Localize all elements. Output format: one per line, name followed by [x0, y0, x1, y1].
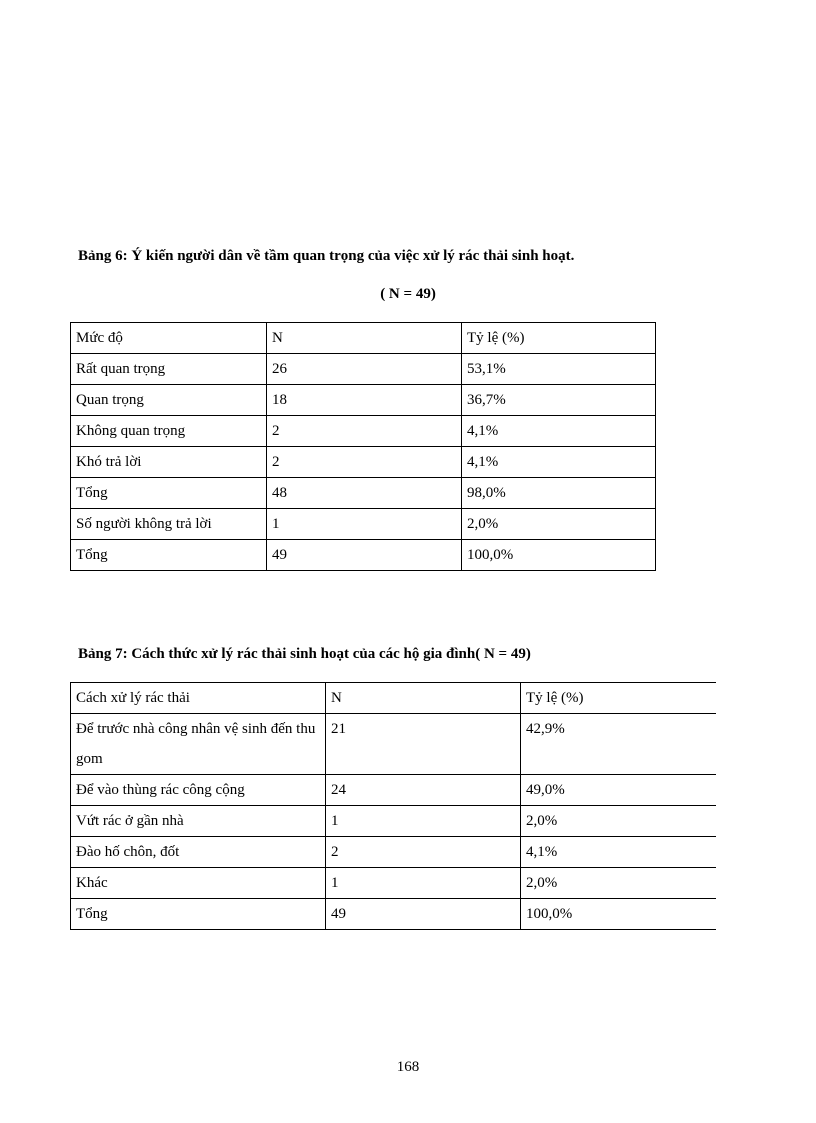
- table-cell: 1: [267, 509, 462, 540]
- table-cell: Tổng: [71, 540, 267, 571]
- table-cell: 48: [267, 478, 462, 509]
- table-row: [71, 775, 716, 806]
- table-row: [71, 868, 716, 899]
- table7: [70, 682, 716, 930]
- table-cell: 24: [326, 775, 521, 806]
- table-cell: 2,0%: [462, 509, 656, 540]
- table-row: [71, 837, 716, 868]
- table-cell: 49,0%: [521, 775, 716, 806]
- table-cell: 36,7%: [462, 385, 656, 416]
- table-row: [71, 416, 656, 447]
- table-cell: Khác: [71, 868, 326, 899]
- table-cell: 1: [326, 868, 521, 899]
- table-cell: 4,1%: [462, 447, 656, 478]
- table-cell: 4,1%: [462, 416, 656, 447]
- table7-caption: Bảng 7: Cách thức xử lý rác thải sinh hoạt của các hộ gia đình( N = 49): [78, 646, 531, 662]
- table-cell: 98,0%: [462, 478, 656, 509]
- table-cell: Số người không trả lời: [71, 509, 267, 540]
- table-row: [71, 899, 716, 930]
- table6-sample-size: ( N = 49): [380, 286, 436, 302]
- table-cell: Đào hố chôn, đốt: [71, 837, 326, 868]
- table-cell: 53,1%: [462, 354, 656, 385]
- table-cell: 100,0%: [521, 899, 716, 930]
- table6-body: [71, 323, 656, 571]
- table-cell: 42,9%: [521, 714, 716, 775]
- table6: [70, 322, 656, 571]
- table-cell: 2: [267, 416, 462, 447]
- header-cell: N: [326, 683, 521, 714]
- table-cell: 49: [326, 899, 521, 930]
- table-cell: Không quan trọng: [71, 416, 267, 447]
- table-cell: 2,0%: [521, 806, 716, 837]
- table-cell: 100,0%: [462, 540, 656, 571]
- table-cell: Tổng: [71, 478, 267, 509]
- header-cell: Mức độ: [71, 323, 267, 354]
- table-cell: Khó trả lời: [71, 447, 267, 478]
- table-cell: 1: [326, 806, 521, 837]
- table-row: [71, 540, 656, 571]
- table-cell: Rất quan trọng: [71, 354, 267, 385]
- table6-caption-label: Bảng 6: [78, 248, 123, 264]
- header-cell: Cách xử lý rác thải: [71, 683, 326, 714]
- table-cell: 2,0%: [521, 868, 716, 899]
- table-cell: 21: [326, 714, 521, 775]
- table6-caption: [78, 247, 574, 265]
- table-cell: 26: [267, 354, 462, 385]
- table6-caption-text: : Ý kiến người dân về tầm quan trọng của việc xử lý rác thải sinh hoạt.: [122, 248, 575, 264]
- table-cell: 49: [267, 540, 462, 571]
- table-cell: 18: [267, 385, 462, 416]
- table-header-row: [71, 323, 656, 354]
- page-number: 168: [396, 1059, 420, 1075]
- table-header-row: [71, 683, 716, 714]
- table-row: [71, 478, 656, 509]
- table-cell: 2: [326, 837, 521, 868]
- table-row: [71, 354, 656, 385]
- table-row: [71, 447, 656, 478]
- table-cell: Để trước nhà công nhân vệ sinh đến thu gom: [71, 714, 326, 775]
- table-row: [71, 509, 656, 540]
- table7-body: [71, 683, 716, 930]
- table-row: [71, 385, 656, 416]
- table-cell: 4,1%: [521, 837, 716, 868]
- table-row: [71, 806, 716, 837]
- table-cell: Quan trọng: [71, 385, 267, 416]
- table-row: [71, 714, 716, 775]
- header-cell: Tỷ lệ (%): [521, 683, 716, 714]
- table-cell: Để vào thùng rác công cộng: [71, 775, 326, 806]
- header-cell: Tỷ lệ (%): [462, 323, 656, 354]
- table-cell: 2: [267, 447, 462, 478]
- table-cell: Tổng: [71, 899, 326, 930]
- table-cell: Vứt rác ở gần nhà: [71, 806, 326, 837]
- header-cell: N: [267, 323, 462, 354]
